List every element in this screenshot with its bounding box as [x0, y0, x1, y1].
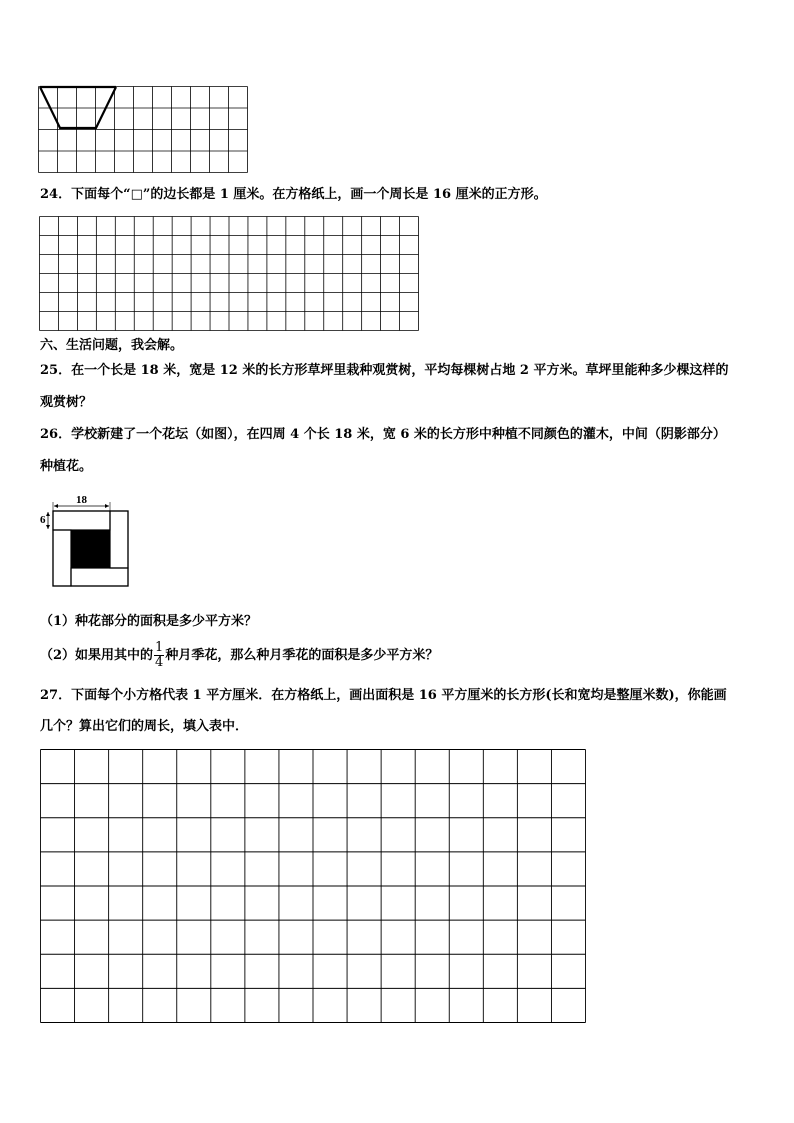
- question-26-line-1: 26．学校新建了一个花坛（如图），在四周 4 个长 18 米，宽 6 米的长方形中种植不同颜色的灌木，中间（阴影部分）: [40, 427, 726, 442]
- grid-paper-q27: [40, 749, 586, 1023]
- grid-paper-q24: [39, 216, 419, 331]
- question-27-line-2: 几个？算出它们的周长，填入表中．: [40, 719, 249, 734]
- question-25-line-2: 观赏树？: [40, 395, 93, 410]
- question-26-sub-2: [40, 641, 438, 671]
- grid-lines: [41, 750, 586, 1023]
- dimension-length-label: 18: [76, 494, 87, 506]
- grid-paper-top: [38, 86, 248, 173]
- question-27-line-1: 27．下面每个小方格代表 1 平方厘米．在方格纸上，画出面积是 16 平方厘米的长方形(长和宽均是整厘米数)，你能画: [40, 688, 727, 703]
- question-26-sub-1: （1）种花部分的面积是多少平方米？: [40, 614, 258, 629]
- section-6-heading: 六、生活问题，我会解。: [40, 338, 184, 353]
- dimension-width-label: 6: [40, 514, 46, 526]
- question-26-line-2: 种植花。: [40, 459, 93, 474]
- question-25-line-1: 25．在一个长是 18 米，宽是 12 米的长方形草坪里栽种观赏树，平均每棵树占地 2 平方米。草坪里能种多少棵这样的: [40, 363, 729, 378]
- fraction-one-quarter: $\frac{1}{4}$: [155, 640, 164, 670]
- question-24-text: 24．下面每个“□”的边长都是 1 厘米。在方格纸上，画一个周长是 16 厘米的正方形。: [40, 187, 547, 202]
- trapezoid-shape: [40, 87, 116, 128]
- grid-lines: [39, 87, 248, 173]
- grid-lines: [40, 217, 419, 331]
- flower-bed-figure: [36, 492, 136, 592]
- question-26-sub-2-after: 种月季花，那么种月季花的面积是多少平方米？: [165, 648, 439, 663]
- shaded-center: [71, 530, 110, 568]
- question-26-sub-2-before: （2）如果用其中的: [40, 648, 154, 663]
